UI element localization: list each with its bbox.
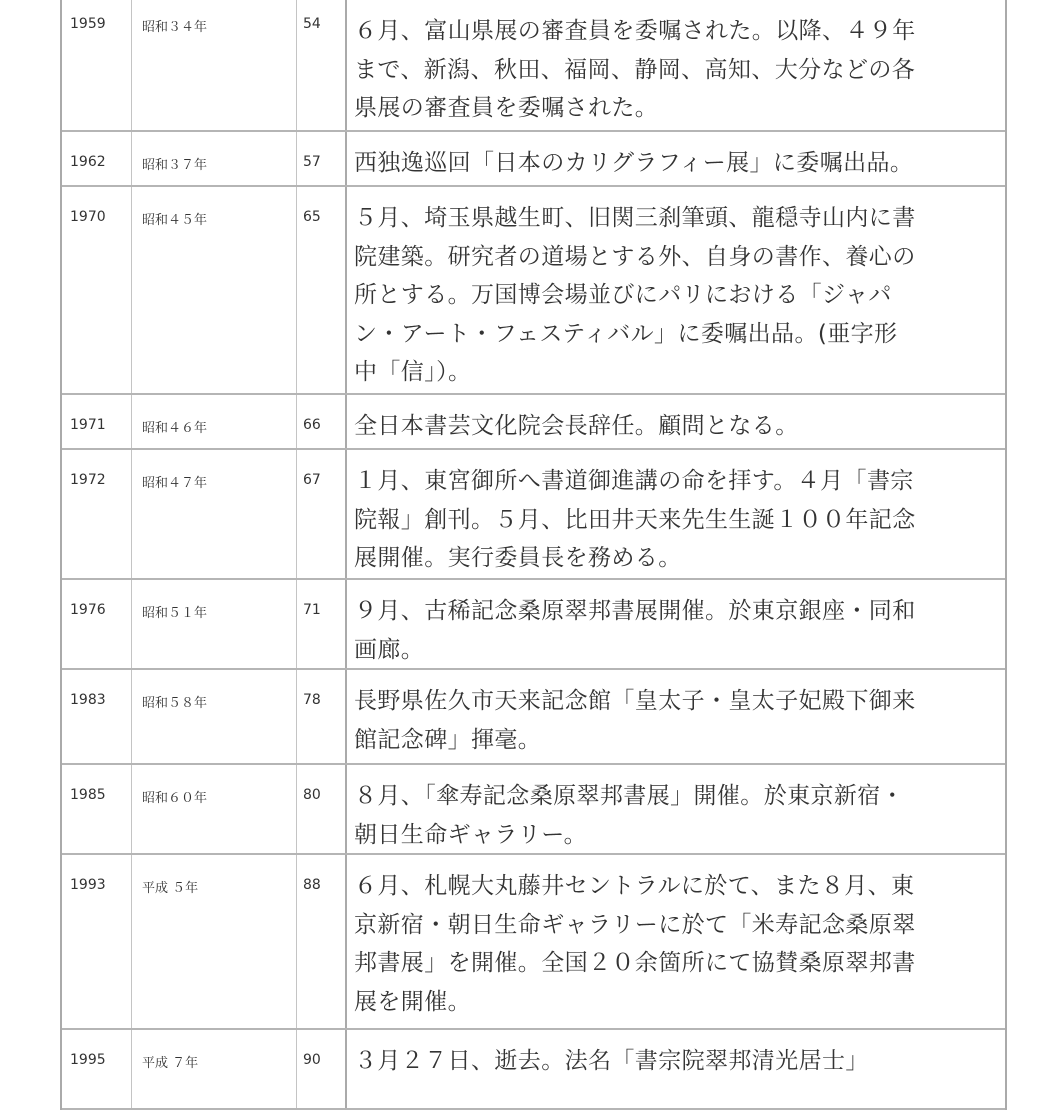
event-line: 邦書展」を開催。全国２０余箇所にて協賛桑原翠邦書 xyxy=(354,950,916,976)
year-cell: 1993 xyxy=(62,855,132,1028)
year-cell: 1970 xyxy=(62,187,132,393)
age-cell: 90 xyxy=(297,1030,347,1108)
era-cell: 昭和３７年 xyxy=(132,132,297,185)
table-row xyxy=(62,395,1005,450)
event-cell xyxy=(347,765,1005,853)
event-cell xyxy=(347,395,1005,448)
event-cell xyxy=(347,132,1005,185)
era-cell: 昭和４６年 xyxy=(132,395,297,448)
table-row xyxy=(62,1030,1005,1110)
event-line: １月、東宮御所へ書道御進講の命を拝す。４月「書宗 xyxy=(354,468,914,494)
era-cell: 昭和３４年 xyxy=(132,0,297,130)
age-cell: 66 xyxy=(297,395,347,448)
age-cell: 54 xyxy=(297,0,347,130)
age-cell: 67 xyxy=(297,450,347,578)
table-row xyxy=(62,450,1005,580)
age-cell: 57 xyxy=(297,132,347,185)
year-cell: 1983 xyxy=(62,670,132,763)
event-line: ６月、富山県展の審査員を委嘱された。以降、４９年 xyxy=(354,18,916,44)
year-cell: 1976 xyxy=(62,580,132,668)
era-cell: 昭和４７年 xyxy=(132,450,297,578)
age-cell: 80 xyxy=(297,765,347,853)
table-row xyxy=(62,855,1005,1030)
event-line: 院建築。研究者の道場とする外、自身の書作、養心の xyxy=(354,243,916,270)
era-cell: 昭和６０年 xyxy=(132,765,297,853)
event-line: ン・アート・フェスティバル」に委嘱出品。(亜字形 xyxy=(354,320,898,347)
event-line: 朝日生命ギャラリー。 xyxy=(354,821,588,848)
event-cell xyxy=(347,580,1005,668)
era-cell: 昭和５８年 xyxy=(132,670,297,763)
event-cell xyxy=(347,187,1005,393)
event-line: 全日本書芸文化院会長辞任。顧問となる。 xyxy=(354,413,799,439)
event-line: ５月、埼玉県越生町、旧関三刹筆頭、龍穏寺山内に書 xyxy=(354,205,916,231)
event-line: 所とする。万国博会場並びにパリにおける「ジャパ xyxy=(354,282,892,308)
event-cell xyxy=(347,0,1005,130)
event-line: ９月、古稀記念桑原翠邦書展開催。於東京銀座・同和 xyxy=(354,598,916,624)
age-cell: 88 xyxy=(297,855,347,1028)
event-cell xyxy=(347,670,1005,763)
table-row xyxy=(62,765,1005,855)
year-cell: 1959 xyxy=(62,0,132,130)
era-cell: 昭和４５年 xyxy=(132,187,297,393)
event-line: 画廊。 xyxy=(354,636,425,663)
era-cell: 昭和５１年 xyxy=(132,580,297,668)
event-line: ６月、札幌大丸藤井セントラルに於て、また８月、東 xyxy=(354,873,915,899)
event-line: 西独逸巡回「日本のカリグラフィー展」に委嘱出品。 xyxy=(354,150,914,176)
event-line: まで、新潟、秋田、福岡、静岡、高知、大分などの各 xyxy=(354,56,916,83)
table-row xyxy=(62,580,1005,670)
event-line: 京新宿・朝日生命ギャラリーに於て「米寿記念桑原翠 xyxy=(354,911,916,938)
age-cell: 78 xyxy=(297,670,347,763)
table-row xyxy=(62,0,1005,132)
event-line: 展開催。実行委員長を務める。 xyxy=(354,545,682,571)
chronology-table xyxy=(60,0,1007,1110)
event-cell xyxy=(347,450,1005,578)
table-row xyxy=(62,187,1005,395)
age-cell: 65 xyxy=(297,187,347,393)
event-line: ８月、「傘寿記念桑原翠邦書展」開催。於東京新宿・ xyxy=(354,783,905,809)
era-cell: 平成 ７年 xyxy=(132,1030,297,1108)
era-cell: 平成 ５年 xyxy=(132,855,297,1028)
event-line: 院報」創刊。５月、比田井天来先生生誕１００年記念 xyxy=(354,506,916,533)
event-line: 館記念碑」揮毫。 xyxy=(354,726,542,753)
event-line: 長野県佐久市天来記念館「皇太子・皇太子妃殿下御来 xyxy=(354,688,916,714)
event-line: 中「信」）。 xyxy=(354,359,472,385)
year-cell: 1962 xyxy=(62,132,132,185)
event-line: ３月２７日、逝去。法名「書宗院翠邦清光居士」 xyxy=(354,1048,869,1074)
event-cell xyxy=(347,1030,1005,1108)
event-line: 県展の審査員を委嘱された。 xyxy=(354,95,659,121)
year-cell: 1971 xyxy=(62,395,132,448)
year-cell: 1995 xyxy=(62,1030,132,1108)
age-cell: 71 xyxy=(297,580,347,668)
table-row xyxy=(62,132,1005,187)
year-cell: 1972 xyxy=(62,450,132,578)
year-cell: 1985 xyxy=(62,765,132,853)
table-row xyxy=(62,670,1005,765)
event-line: 展を開催。 xyxy=(354,988,471,1015)
event-cell xyxy=(347,855,1005,1028)
